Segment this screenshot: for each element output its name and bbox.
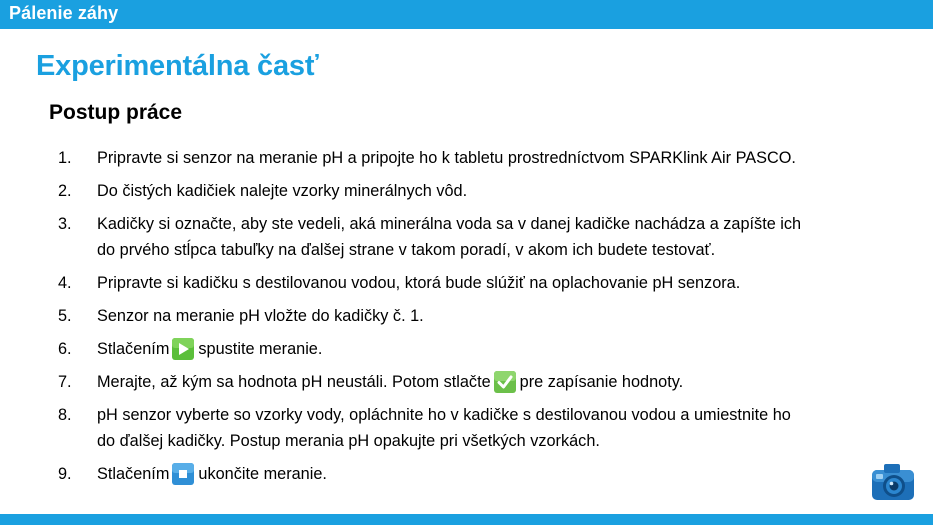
step-number: 4. xyxy=(58,274,72,292)
step-number: 3. xyxy=(58,215,72,233)
step-number: 7. xyxy=(58,373,72,391)
step-number: 5. xyxy=(58,307,72,325)
list-item xyxy=(58,336,908,362)
step-text xyxy=(97,336,908,362)
list-item xyxy=(58,402,908,454)
list-item xyxy=(58,369,908,395)
list-item xyxy=(58,145,908,171)
procedure-steps-list xyxy=(58,145,908,487)
step-text: Do čistých kadičiek nalejte vzorky minerálnych vôd. xyxy=(97,182,468,200)
step-text xyxy=(97,461,908,487)
bottom-bar xyxy=(0,514,933,525)
step-text: Pripravte si senzor na meranie pH a pripojte ho k tabletu prostredníctvom SPARKlink Air PASCO. xyxy=(97,149,796,167)
list-item xyxy=(58,461,908,487)
slide-section-title: Pálenie záhy xyxy=(9,3,119,23)
play-icon xyxy=(172,338,194,360)
step-text-after: ukončite meranie. xyxy=(198,465,327,483)
step-text-before: Stlačením xyxy=(97,340,170,358)
step-text xyxy=(97,211,908,263)
section-heading: Postup práce xyxy=(49,101,183,124)
step-number: 8. xyxy=(58,406,72,424)
list-item xyxy=(58,178,908,204)
top-bar xyxy=(0,0,933,29)
step-text-line: do prvého stĺpca tabuľky na ďalšej strane v takom poradí, v akom ich budete testovať. xyxy=(97,241,716,259)
step-number: 6. xyxy=(58,340,72,358)
stop-icon xyxy=(172,463,194,485)
list-item xyxy=(58,303,908,329)
list-item xyxy=(58,270,908,296)
step-text xyxy=(97,369,908,395)
step-number: 9. xyxy=(58,465,72,483)
step-number: 2. xyxy=(58,182,72,200)
step-text-line: pH senzor vyberte so vzorky vody, opláchnite ho v kadičke s destilovanou vodou a umiestnite ho xyxy=(97,406,791,424)
step-text-before: Merajte, až kým sa hodnota pH neustáli. Potom stlačte xyxy=(97,373,491,391)
camera-icon[interactable] xyxy=(870,461,916,503)
step-text-after: spustite meranie. xyxy=(198,340,323,358)
page-title: Experimentálna časť xyxy=(36,50,319,82)
step-text-before: Stlačením xyxy=(97,465,170,483)
step-text xyxy=(97,402,908,454)
step-text-line: do ďalšej kadičky. Postup merania pH opakujte pri všetkých vzorkách. xyxy=(97,432,600,450)
step-text-line: Kadičky si označte, aby ste vedeli, aká minerálna voda sa v danej kadičke nachádza a zapíšte ich xyxy=(97,215,802,233)
step-number: 1. xyxy=(58,149,72,167)
step-text: Pripravte si kadičku s destilovanou vodou, ktorá bude slúžiť na oplachovanie pH senzora. xyxy=(97,274,741,292)
step-text: Senzor na meranie pH vložte do kadičky č. 1. xyxy=(97,307,424,325)
check-icon xyxy=(494,371,516,393)
list-item xyxy=(58,211,908,263)
step-text-after: pre zapísanie hodnoty. xyxy=(519,373,684,391)
